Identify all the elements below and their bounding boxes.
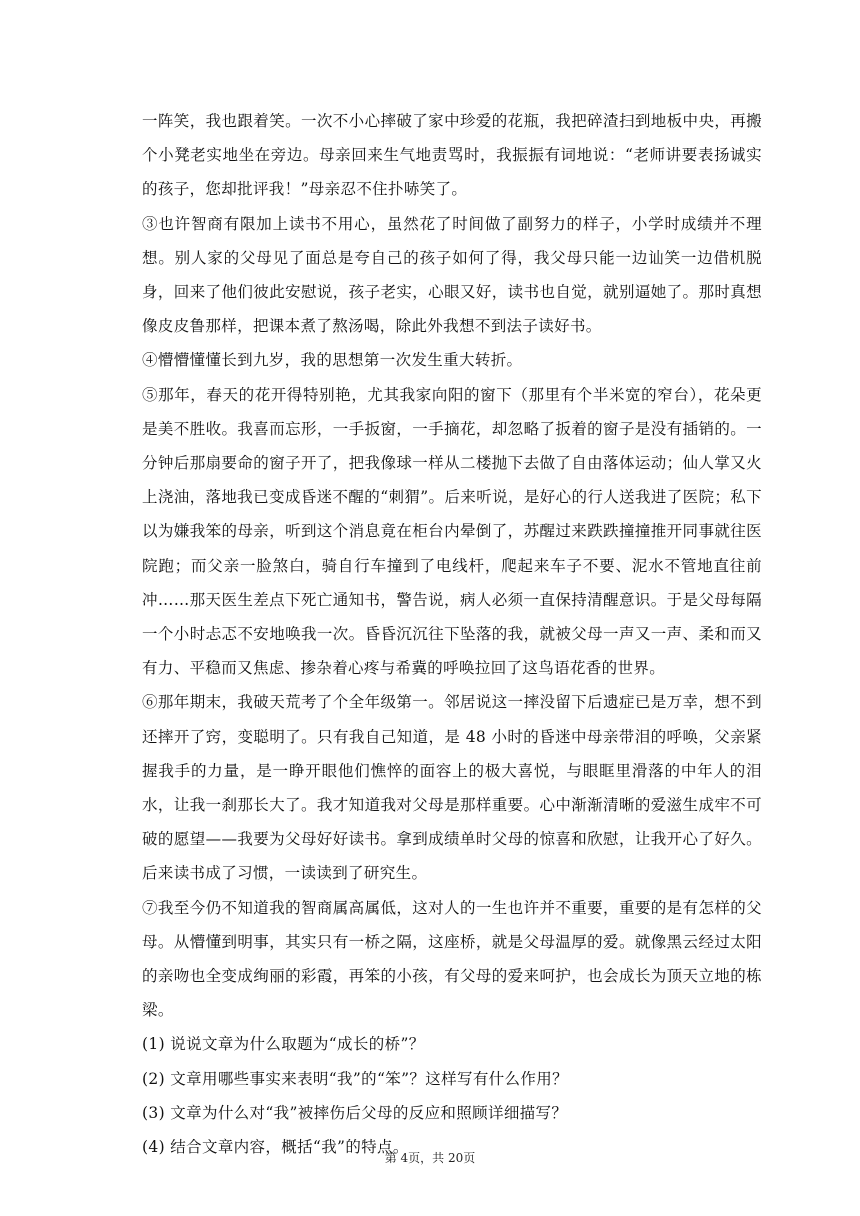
paragraph-6: ⑥那年期末，我破天荒考了个全年级第一。邻居说这一摔没留下后遗症已是万幸，想不到还摔开了窍，变聪明了。只有我自己知道，是 48 小时的昏迷中母亲带泪的呼唤，父亲紧握我手的力量，是一睁开眼他们憔悴的面容上的极大喜悦，与眼眶里滑落的中年人的泪水，让我一刹那长大了。我才知道我对父母是那样重要。心中渐渐清晰的爱滋生成牢不可破的愿望——我要为父母好好读书。拿到成绩单时父母的惊喜和欣慰，让我开心了好久。后来读书成了习惯，一读读到了研究生。 (142, 693, 762, 883)
question-1: (1) 说说文章为什么取题为“成长的桥”？ (142, 1035, 425, 1054)
paragraph-4: ④懵懵懂懂长到九岁，我的思想第一次发生重大转折。 (142, 351, 523, 370)
paragraph-3: ③也许智商有限加上读书不用心，虽然花了时间做了副努力的样子，小学时成绩并不理想。别人家的父母见了面总是夸自己的孩子如何了得，我父母只能一边讪笑一边借机脱身，回来了他们彼此安慰说，孩子老实，心眼又好，读书也自觉，就别逼她了。那时真想像皮皮鲁那样，把课本煮了熬汤喝，除此外我想不到法子读好书。 (142, 214, 762, 336)
question-3: (3) 文章为什么对“我”被摔伤后父母的反应和照顾详细描写？ (142, 1103, 568, 1122)
question-4: (4) 结合文章内容，概括“我”的特点。 (142, 1138, 409, 1157)
paragraph-continued: 一阵笑，我也跟着笑。一次不小心摔破了家中珍爱的花瓶，我把碎渣扫到地板中央，再搬个小凳老实地坐在旁边。母亲回来生气地责骂时，我振振有词地说：“老师讲要表扬诚实的孩子，您却批评我！”母亲忍不住扑哧笑了。 (142, 112, 762, 199)
question-2: (2) 文章用哪些事实来表明“我”的“笨”？这样写有什么作用？ (142, 1069, 568, 1088)
paragraph-7: ⑦我至今仍不知道我的智商属高属低，这对人的一生也许并不重要，重要的是有怎样的父母。从懵懂到明事，其实只有一桥之隔，这座桥，就是父母温厚的爱。就像黑云经过太阳的亲吻也全变成绚丽的彩霞，再笨的小孩，有父母的爱来呵护，也会成长为顶天立地的栋梁。 (142, 898, 762, 1020)
article-body (142, 104, 762, 1164)
paragraph-5: ⑤那年，春天的花开得特别艳，尤其我家向阳的窗下（那里有个半米宽的窄台），花朵更是美不胜收。我喜而忘形，一手扳窗，一手摘花，却忽略了扳着的窗子是没有插销的。一分钟后那扇要命的窗子开了，把我像球一样从二楼抛下去做了自由落体运动；仙人掌又火上浇油，落地我已变成昏迷不醒的“刺猬”。后来听说，是好心的行人送我进了医院；私下以为嫌我笨的母亲，听到这个消息竟在柜台内晕倒了，苏醒过来跌跌撞撞推开同事就往医院跑；而父亲一脸煞白，骑自行车撞到了电线杆，爬起来车子不要、泥水不管地直往前冲……那天医生差点下死亡通知书，警告说，病人必须一直保持清醒意识。于是父母每隔一个小时忐忑不安地唤我一次。昏昏沉沉往下坠落的我，就被父母一声又一声、柔和而又有力、平稳而又焦虑、掺杂着心疼与希冀的呼唤拉回了这鸟语花香的世界。 (142, 385, 762, 678)
page-footer: 第 4页，共 20页 (384, 1151, 476, 1165)
